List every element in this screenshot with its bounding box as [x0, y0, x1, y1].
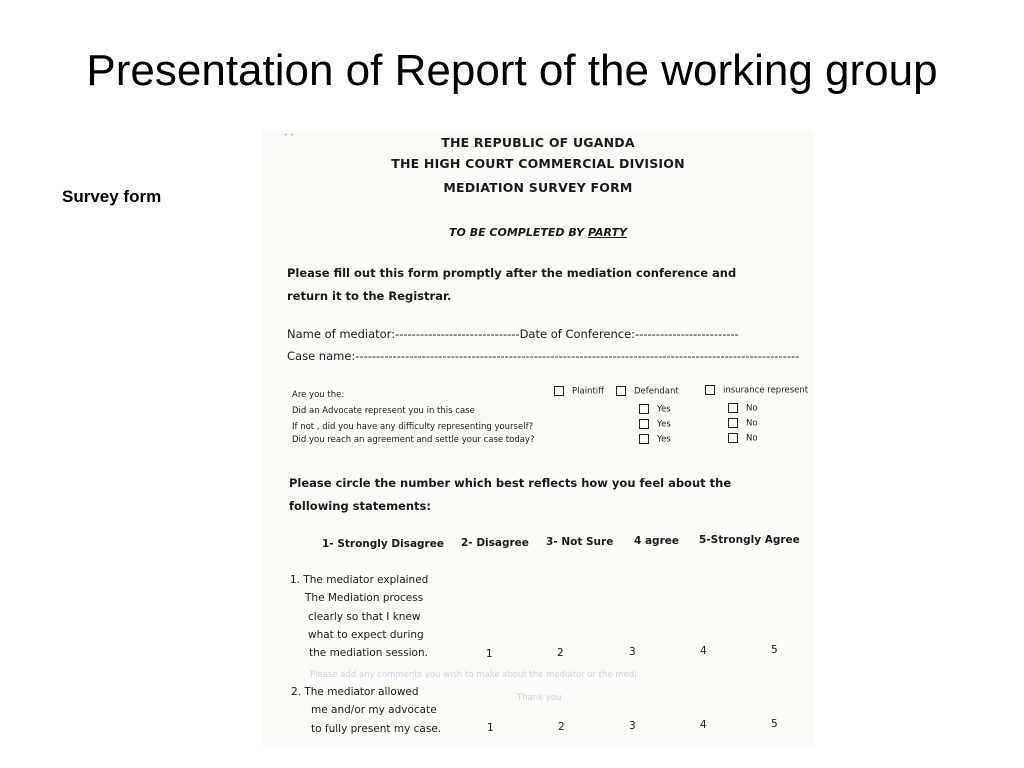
q3-no[interactable]: No — [728, 433, 758, 444]
circle-instruction-line1: Please circle the number which best reflects how you feel about the — [289, 476, 732, 490]
statement-1 — [290, 571, 428, 662]
question-advocate: Did an Advocate represent you in this case — [292, 406, 475, 416]
q2-yes-checkbox[interactable] — [639, 419, 649, 429]
defendant-checkbox[interactable] — [616, 386, 626, 396]
q1-no-checkbox[interactable] — [728, 403, 738, 413]
q2-no-checkbox[interactable] — [728, 418, 738, 428]
scale-2: 2- Disagree — [461, 537, 529, 549]
statement-1-line: 1. The mediator explained — [290, 574, 429, 586]
form-header-title: MEDIATION SURVEY FORM — [443, 180, 633, 195]
s2-rating-1[interactable]: 1 — [487, 722, 494, 734]
form-header-court: THE HIGH COURT COMMERCIAL DIVISION — [391, 156, 685, 171]
s2-rating-4[interactable]: 4 — [700, 719, 707, 731]
scale-3: 3- Not Sure — [546, 536, 614, 548]
q1-yes[interactable]: Yes — [639, 404, 671, 415]
q1-no[interactable]: No — [728, 403, 758, 414]
scale-1: 1- Strongly Disagree — [322, 538, 444, 550]
bleed-through-line2: Thank you — [517, 693, 562, 703]
q2-no[interactable]: No — [728, 418, 758, 429]
role-plaintiff[interactable]: Plaintiff — [554, 386, 604, 397]
s1-rating-3[interactable]: 3 — [629, 646, 636, 658]
bleed-through-line1: Please add any comments you wish to make about the mediator or the medi — [310, 670, 637, 680]
s1-rating-1[interactable]: 1 — [486, 648, 493, 660]
instructions-line2: return it to the Registrar. — [287, 289, 452, 303]
statement-2-line: me and/or my advocate — [311, 704, 437, 717]
q1-yes-checkbox[interactable] — [639, 404, 649, 414]
s2-rating-5[interactable]: 5 — [771, 718, 778, 730]
s1-rating-4[interactable]: 4 — [700, 645, 707, 657]
role-insurance[interactable]: insurance represent — [705, 385, 808, 396]
party-word: PARTY — [587, 226, 627, 239]
mediator-date-field[interactable]: Name of mediator:------------------------------Date of Conference:------------------------- — [287, 327, 739, 341]
survey-form-scan — [262, 130, 814, 747]
completed-by-party — [262, 226, 814, 239]
insurance-checkbox[interactable] — [705, 385, 715, 395]
side-label: Survey form — [62, 187, 162, 206]
slide-title: Presentation of Report of the working group — [86, 46, 938, 95]
statement-2 — [291, 683, 441, 738]
question-agreement: Did you reach an agreement and settle your case today? — [292, 435, 535, 445]
statement-1-line: the mediation session. — [309, 647, 428, 660]
form-header-republic: THE REPUBLIC OF UGANDA — [441, 135, 635, 150]
statement-2-line: to fully present my case. — [311, 722, 442, 735]
q3-yes[interactable]: Yes — [639, 434, 671, 445]
statement-2-line: 2. The mediator allowed — [291, 686, 419, 698]
scale-4: 4 agree — [634, 535, 679, 547]
s2-rating-2[interactable]: 2 — [558, 721, 565, 733]
scale-5: 5-Strongly Agree — [699, 534, 800, 546]
plaintiff-checkbox[interactable] — [554, 386, 564, 396]
are-you-the-label: Are you the: — [292, 390, 345, 400]
corner-mark: - - — [284, 130, 294, 140]
case-name-field[interactable]: Case name:----------------------------------------------------------------------------------------------------------- — [287, 349, 800, 363]
question-difficulty: If not , did you have any difficulty representing yourself? — [292, 422, 534, 432]
circle-instruction-line2: following statements: — [289, 499, 431, 513]
s2-rating-3[interactable]: 3 — [629, 720, 636, 732]
q3-no-checkbox[interactable] — [728, 433, 738, 443]
q3-yes-checkbox[interactable] — [639, 434, 649, 444]
s1-rating-5[interactable]: 5 — [771, 644, 778, 656]
s1-rating-2[interactable]: 2 — [557, 647, 564, 659]
instructions-line1: Please fill out this form promptly after the mediation conference and — [287, 266, 737, 280]
statement-1-line: The Mediation process — [305, 592, 424, 605]
statement-1-line: what to expect during — [308, 628, 424, 641]
party-prefix: TO BE COMPLETED BY — [449, 226, 588, 239]
role-defendant[interactable]: Defendant — [616, 386, 679, 397]
q2-yes[interactable]: Yes — [639, 419, 671, 430]
statement-1-line: clearly so that I knew — [308, 610, 421, 623]
